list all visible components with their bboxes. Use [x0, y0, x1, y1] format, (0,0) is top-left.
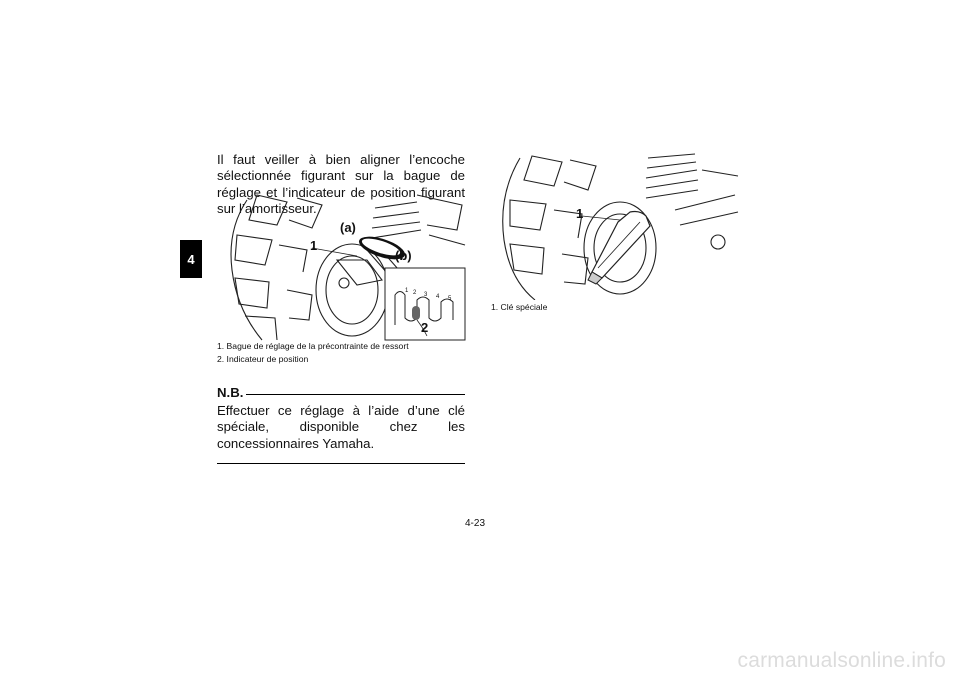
callout-a: (a) [340, 220, 356, 235]
callout-1: 1 [576, 206, 584, 221]
scale-mark-1: 1 [405, 288, 409, 294]
shock-adjuster-illustration [217, 190, 467, 342]
watermark: carmanualsonline.info [737, 649, 946, 672]
callout-1: 1 [310, 238, 318, 253]
caption-item: 1. Clé spéciale [491, 302, 548, 312]
note-text: Effectuer ce réglage à l’aide d’une clé spéciale, disponible chez les concessionnaires Yamaha. [217, 403, 465, 451]
scale-mark-5: 5 [448, 296, 452, 302]
figure-shock-adjuster [217, 190, 467, 342]
figure-special-wrench [490, 150, 740, 300]
scale-mark-4: 4 [436, 294, 440, 300]
note-title: N.B. [217, 385, 246, 400]
note-block [217, 384, 465, 464]
figure2-caption [491, 301, 547, 314]
body-paragraph: Il faut veiller à bien aligner l’encoche sélectionnée figurant sur la bague de réglage et l’indicateur de position figurant sur l’amortisseur. [217, 152, 465, 216]
callout-2: 2 [421, 320, 429, 335]
chapter-tab [180, 240, 202, 278]
scale-mark-2: 2 [413, 290, 417, 296]
page-number: 4-23 [465, 518, 486, 529]
note-rule-bottom [217, 463, 465, 464]
caption-item: 2. Indicateur de position [217, 353, 309, 364]
chapter-number: 4 [187, 251, 195, 267]
caption-item: 1. Bague de réglage de la précontrainte de ressort [217, 341, 409, 351]
figure1-caption [217, 340, 409, 365]
note-rule-top [217, 394, 465, 395]
callout-b: (b) [395, 248, 412, 263]
special-wrench-illustration [490, 150, 740, 300]
scale-mark-3: 3 [424, 292, 428, 298]
